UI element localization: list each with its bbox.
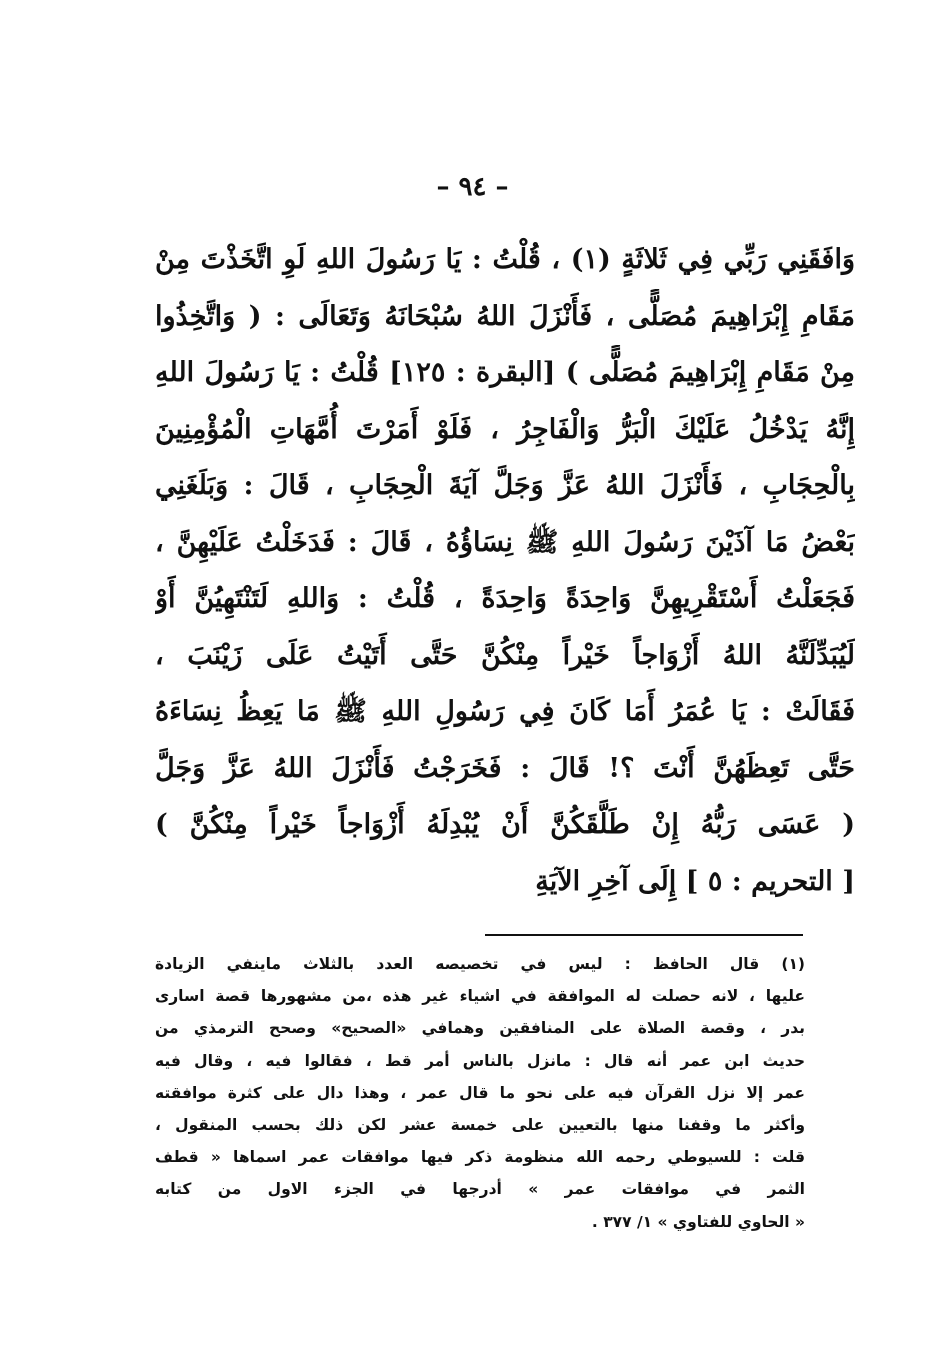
footnote-line: عمر إلا نزل القرآن فيه على نحو ما قال عمر ، وهذا دال على كثرة موافقته (155, 1083, 805, 1102)
footnote-line: قلت : للسيوطي رحمه الله منظومة ذكر فيها موافقات عمر اسماها « قطف (155, 1148, 805, 1167)
footnote-line: بدر ، وقصة الصلاة على المنافقين وهمافي «الصحيح» وصحح الترمذي من (155, 1019, 805, 1038)
footnote-separator (485, 934, 803, 936)
main-text-line: مَقَامِ إِبْرَاهِيمَ مُصَلًّى ، فَأَنْزَلَ اللهُ سُبْحَانَهُ وَتَعَالَى : ( وَاتَّخِذُوا (155, 300, 855, 332)
footnote-block (155, 948, 805, 1238)
main-text-line: بَعْضُ مَا آذَيْنَ رَسُولَ اللهِ ﷺ نِسَاؤُهُ ، قَالَ : فَدَخَلْتُ عَلَيْهِنَّ ، (155, 526, 855, 558)
main-text-line: إِنَّهُ يَدْخُلُ عَلَيْكَ الْبَرُّ وَالْفَاجِرُ ، فَلَوْ أَمَرْتَ أُمَّهَاتِ الْمُؤْمِنِينَ (155, 413, 855, 445)
main-text-line: ( عَسَى رَبُّهُ إِنْ طَلَّقَكُنَّ أَنْ يُبْدِلَهُ أَزْوَاجاً خَيْراً مِنْكُنَّ ) (155, 809, 855, 840)
footnote-line: الثمر في موافقات عمر » أدرجها في الجزء الاول من كتابه (155, 1180, 805, 1199)
main-text-line: [ التحريم : ٥ ] إِلَى آخِرِ الآيَةِ (535, 865, 855, 897)
main-text-line: حَتَّى تَعِظَهُنَّ أَنْتَ ؟! قَالَ : فَخَرَجْتُ فَأَنْزَلَ اللهُ عَزَّ وَجَلَّ (155, 752, 855, 784)
main-text-line: فَقَالَتْ : يَا عُمَرُ أَمَا كَانَ فِي رَسُولِ اللهِ ﷺ مَا يَعِظُ نِسَاءَهُ (155, 696, 855, 727)
main-text-line: وَافَقَنِي رَبِّي فِي ثَلاثَةٍ (١) ، قُلْتُ : يَا رَسُولَ اللهِ لَوِ اتَّخَذْتَ مِنْ (155, 244, 855, 275)
footnote-line: وأكثر ما وقفنا منها بالتعيين على خمسة عشر لكن ذلك بحسب المنقول ، (155, 1115, 805, 1134)
footnote-line: حديث ابن عمر أنه قال : مانزل بالناس أمر قط ، فقالوا فيه ، وقال فيه (155, 1051, 805, 1070)
main-text-line: لَيُبَدِّلَنَّهُ اللهُ أَزْوَاجاً خَيْراً مِنْكُنَّ حَتَّى أَتَيْتُ عَلَى زَيْنَبَ ، (155, 639, 855, 671)
main-text-line: مِنْ مَقَامِ إِبْرَاهِيمَ مُصَلًّى ) [البقرة : ١٢٥] قُلْتُ : يَا رَسُولَ اللهِ (155, 357, 855, 388)
main-text-line: بِالْحِجَابِ ، فَأَنْزَلَ اللهُ عَزَّ وَجَلَّ آيَةَ الْحِجَابِ ، قَالَ : وَبَلَغَنِي (155, 470, 855, 501)
page-number: – ٩٤ – (436, 172, 509, 202)
footnote-line: عليها ، لانه حصلت له الموافقة في اشياء غير هذه ،من مشهورها قصة اسارى (155, 987, 805, 1006)
main-text-block (155, 232, 855, 910)
main-text-line: فَجَعَلْتُ أَسْتَقْرِيهِنَّ وَاحِدَةً وَاحِدَةً ، قُلْتُ : وَاللهِ لَتَنْتَهِيُنَّ أَوْ (155, 583, 855, 614)
footnote-line: « الحاوي للفتاوي » ١/ ٣٧٧ . (591, 1212, 805, 1231)
footnote-line: (١) قال الحافظ : ليس في تخصيصه العدد بالثلاث ماينفي الزيادة (155, 955, 805, 973)
